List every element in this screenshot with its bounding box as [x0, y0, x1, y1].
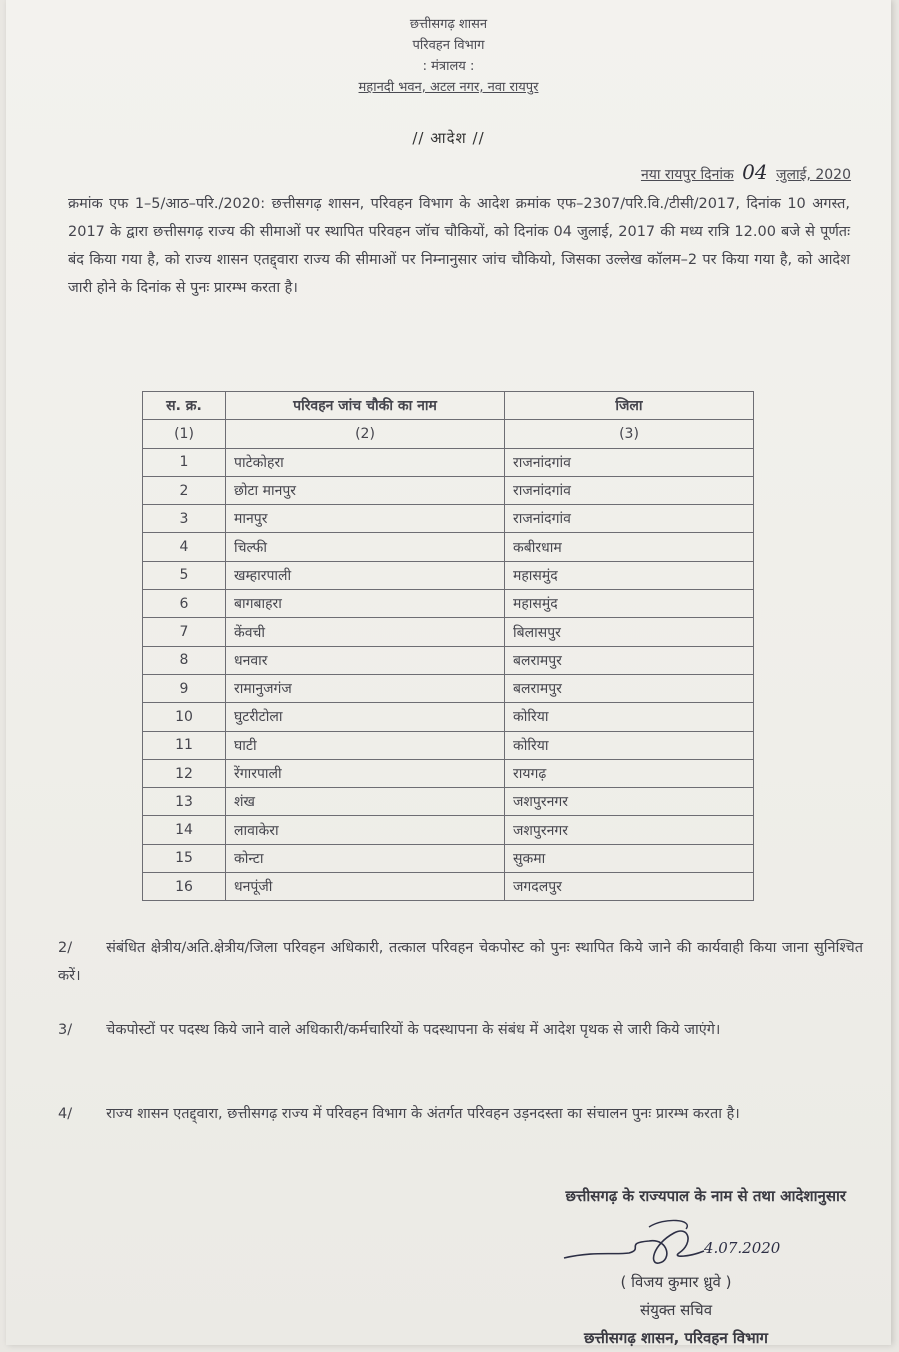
col-header-district: जिला	[505, 392, 754, 420]
cell-district: बिलासपुर	[505, 618, 754, 646]
cell-district: सुकमा	[505, 844, 754, 872]
table-row	[143, 731, 754, 759]
cell-name: केंवची	[226, 618, 505, 646]
table-index-row	[143, 420, 754, 448]
cell-sn: 2	[143, 476, 226, 504]
order-paragraph-2	[58, 934, 863, 990]
signature-date: 4.07.2020	[704, 1239, 781, 1257]
table-row	[143, 448, 754, 476]
table-row	[143, 873, 754, 901]
order-paragraph-3	[58, 1016, 863, 1044]
cell-sn: 16	[143, 873, 226, 901]
cell-name: शंख	[226, 788, 505, 816]
order-paragraph-4	[58, 1100, 863, 1128]
table-row	[143, 590, 754, 618]
cell-district: जशपुरनगर	[505, 816, 754, 844]
cell-sn: 3	[143, 505, 226, 533]
ministry-label: : मंत्रालय :	[422, 59, 475, 74]
cell-district: राजनांदगांव	[505, 448, 754, 476]
order-document	[6, 0, 891, 1345]
table-row	[143, 674, 754, 702]
col-index-3: (3)	[505, 420, 754, 448]
cell-district: बलरामपुर	[505, 646, 754, 674]
cell-sn: 4	[143, 533, 226, 561]
paragraph-number: 3/	[58, 1022, 73, 1038]
paragraph-number: 4/	[58, 1106, 73, 1122]
handwritten-signature	[554, 1213, 844, 1273]
cell-sn: 5	[143, 561, 226, 589]
table-row	[143, 618, 754, 646]
cell-sn: 13	[143, 788, 226, 816]
cell-sn: 9	[143, 674, 226, 702]
government-name: छत्तीसगढ़ शासन	[409, 17, 488, 32]
date-day: 04	[742, 160, 768, 184]
cell-name: घाटी	[226, 731, 505, 759]
cell-name: घुटरीटोला	[226, 703, 505, 731]
cell-sn: 14	[143, 816, 226, 844]
cell-name: कोन्टा	[226, 844, 505, 872]
dateline	[641, 160, 851, 184]
table-row	[143, 476, 754, 504]
letterhead	[6, 14, 891, 98]
table-row	[143, 533, 754, 561]
paragraph-text: संबंधित क्षेत्रीय/अति.क्षेत्रीय/जिला परिवहन अधिकारी, तत्काल परिवहन चेकपोस्ट को पुनः स्थापित किये जाने की कार्यवाही किया जाना सुनिश्चित करें।	[58, 940, 863, 984]
col-header-sn: स. क्र.	[143, 392, 226, 420]
cell-district: कबीरधाम	[505, 533, 754, 561]
col-header-name: परिवहन जांच चौकी का नाम	[226, 392, 505, 420]
checkpost-table	[142, 391, 754, 901]
col-index-1: (1)	[143, 420, 226, 448]
cell-name: धनवार	[226, 646, 505, 674]
cell-sn: 6	[143, 590, 226, 618]
cell-district: बलरामपुर	[505, 674, 754, 702]
cell-sn: 1	[143, 448, 226, 476]
col-index-2: (2)	[226, 420, 505, 448]
cell-name: बागबाहरा	[226, 590, 505, 618]
cell-sn: 10	[143, 703, 226, 731]
cell-district: राजनांदगांव	[505, 505, 754, 533]
table-row	[143, 759, 754, 787]
table-row	[143, 505, 754, 533]
cell-name: पाटेकोहरा	[226, 448, 505, 476]
cell-sn: 7	[143, 618, 226, 646]
cell-name: छोटा मानपुर	[226, 476, 505, 504]
table-row	[143, 703, 754, 731]
cell-name: रेंगारपाली	[226, 759, 505, 787]
cell-name: धनपूंजी	[226, 873, 505, 901]
cell-district: जगदलपुर	[505, 873, 754, 901]
authority-line: छत्तीसगढ़ के राज्यपाल के नाम से तथा आदेशानुसार	[565, 1187, 846, 1205]
cell-sn: 15	[143, 844, 226, 872]
cell-sn: 8	[143, 646, 226, 674]
paragraph-text: राज्य शासन एतद्द्वारा, छत्तीसगढ़ राज्य में परिवहन विभाग के अंतर्गत परिवहन उड़नदस्ता का संचालन पुनः प्रारम्भ करता है।	[106, 1106, 740, 1122]
table-header-row	[143, 392, 754, 420]
cell-name: रामानुजगंज	[226, 674, 505, 702]
table-row	[143, 561, 754, 589]
cell-district: महासमुंद	[505, 561, 754, 589]
cell-district: राजनांदगांव	[505, 476, 754, 504]
address: महानदी भवन, अटल नगर, नवा रायपुर	[358, 80, 539, 95]
order-paragraph-1: क्रमांक एफ 1–5/आठ–परि./2020: छत्तीसगढ़ शासन, परिवहन विभाग के आदेश क्रमांक एफ–2307/परि.वि./टीसी/2017, दिनांक 10 अगस्त, 2017 के द्वारा छत्तीसगढ़ राज्य की सीमाओं पर स्थापित परिवहन जॉच चौकियों, को दिनांक 04 जुलाई, 2017 की मध्य रात्रि 12.00 बजे से पूर्णतः बंद किया गया है, को राज्य शासन एतद्द्वारा राज्य की सीमाओं पर निम्नानुसार जांच चौकियो, जिसका उल्लेख कॉलम–2 पर किया गया है, को आदेश जारी होने के दिनांक से पुनः प्रारम्भ करता है।	[68, 196, 850, 296]
cell-district: महासमुंद	[505, 590, 754, 618]
table-row	[143, 646, 754, 674]
cell-district: जशपुरनगर	[505, 788, 754, 816]
cell-name: खम्हारपाली	[226, 561, 505, 589]
order-title: // आदेश //	[412, 129, 485, 147]
table-row	[143, 788, 754, 816]
department-name: परिवहन विभाग	[412, 38, 485, 53]
cell-district: कोरिया	[505, 731, 754, 759]
date-prefix: नया रायपुर दिनांक	[640, 167, 734, 183]
cell-sn: 12	[143, 759, 226, 787]
table-row	[143, 816, 754, 844]
cell-district: कोरिया	[505, 703, 754, 731]
date-month-year: जुलाई, 2020	[776, 167, 851, 183]
signatory-block	[511, 1268, 841, 1352]
cell-sn: 11	[143, 731, 226, 759]
cell-district: रायगढ़	[505, 759, 754, 787]
cell-name: लावाकेरा	[226, 816, 505, 844]
cell-name: मानपुर	[226, 505, 505, 533]
cell-name: चिल्फी	[226, 533, 505, 561]
paragraph-number: 2/	[58, 940, 73, 956]
paragraph-text: चेकपोस्टों पर पदस्थ किये जाने वाले अधिकारी/कर्मचारियों के पदस्थापना के संबंध में आदेश पृथक से जारी किये जाएंगे।	[106, 1022, 721, 1038]
signatory-department: छत्तीसगढ़ शासन, परिवहन विभाग	[584, 1329, 768, 1347]
table-row	[143, 844, 754, 872]
signatory-name: ( विजय कुमार ध्रुवे )	[620, 1273, 732, 1291]
signatory-designation: संयुक्त सचिव	[639, 1301, 713, 1319]
